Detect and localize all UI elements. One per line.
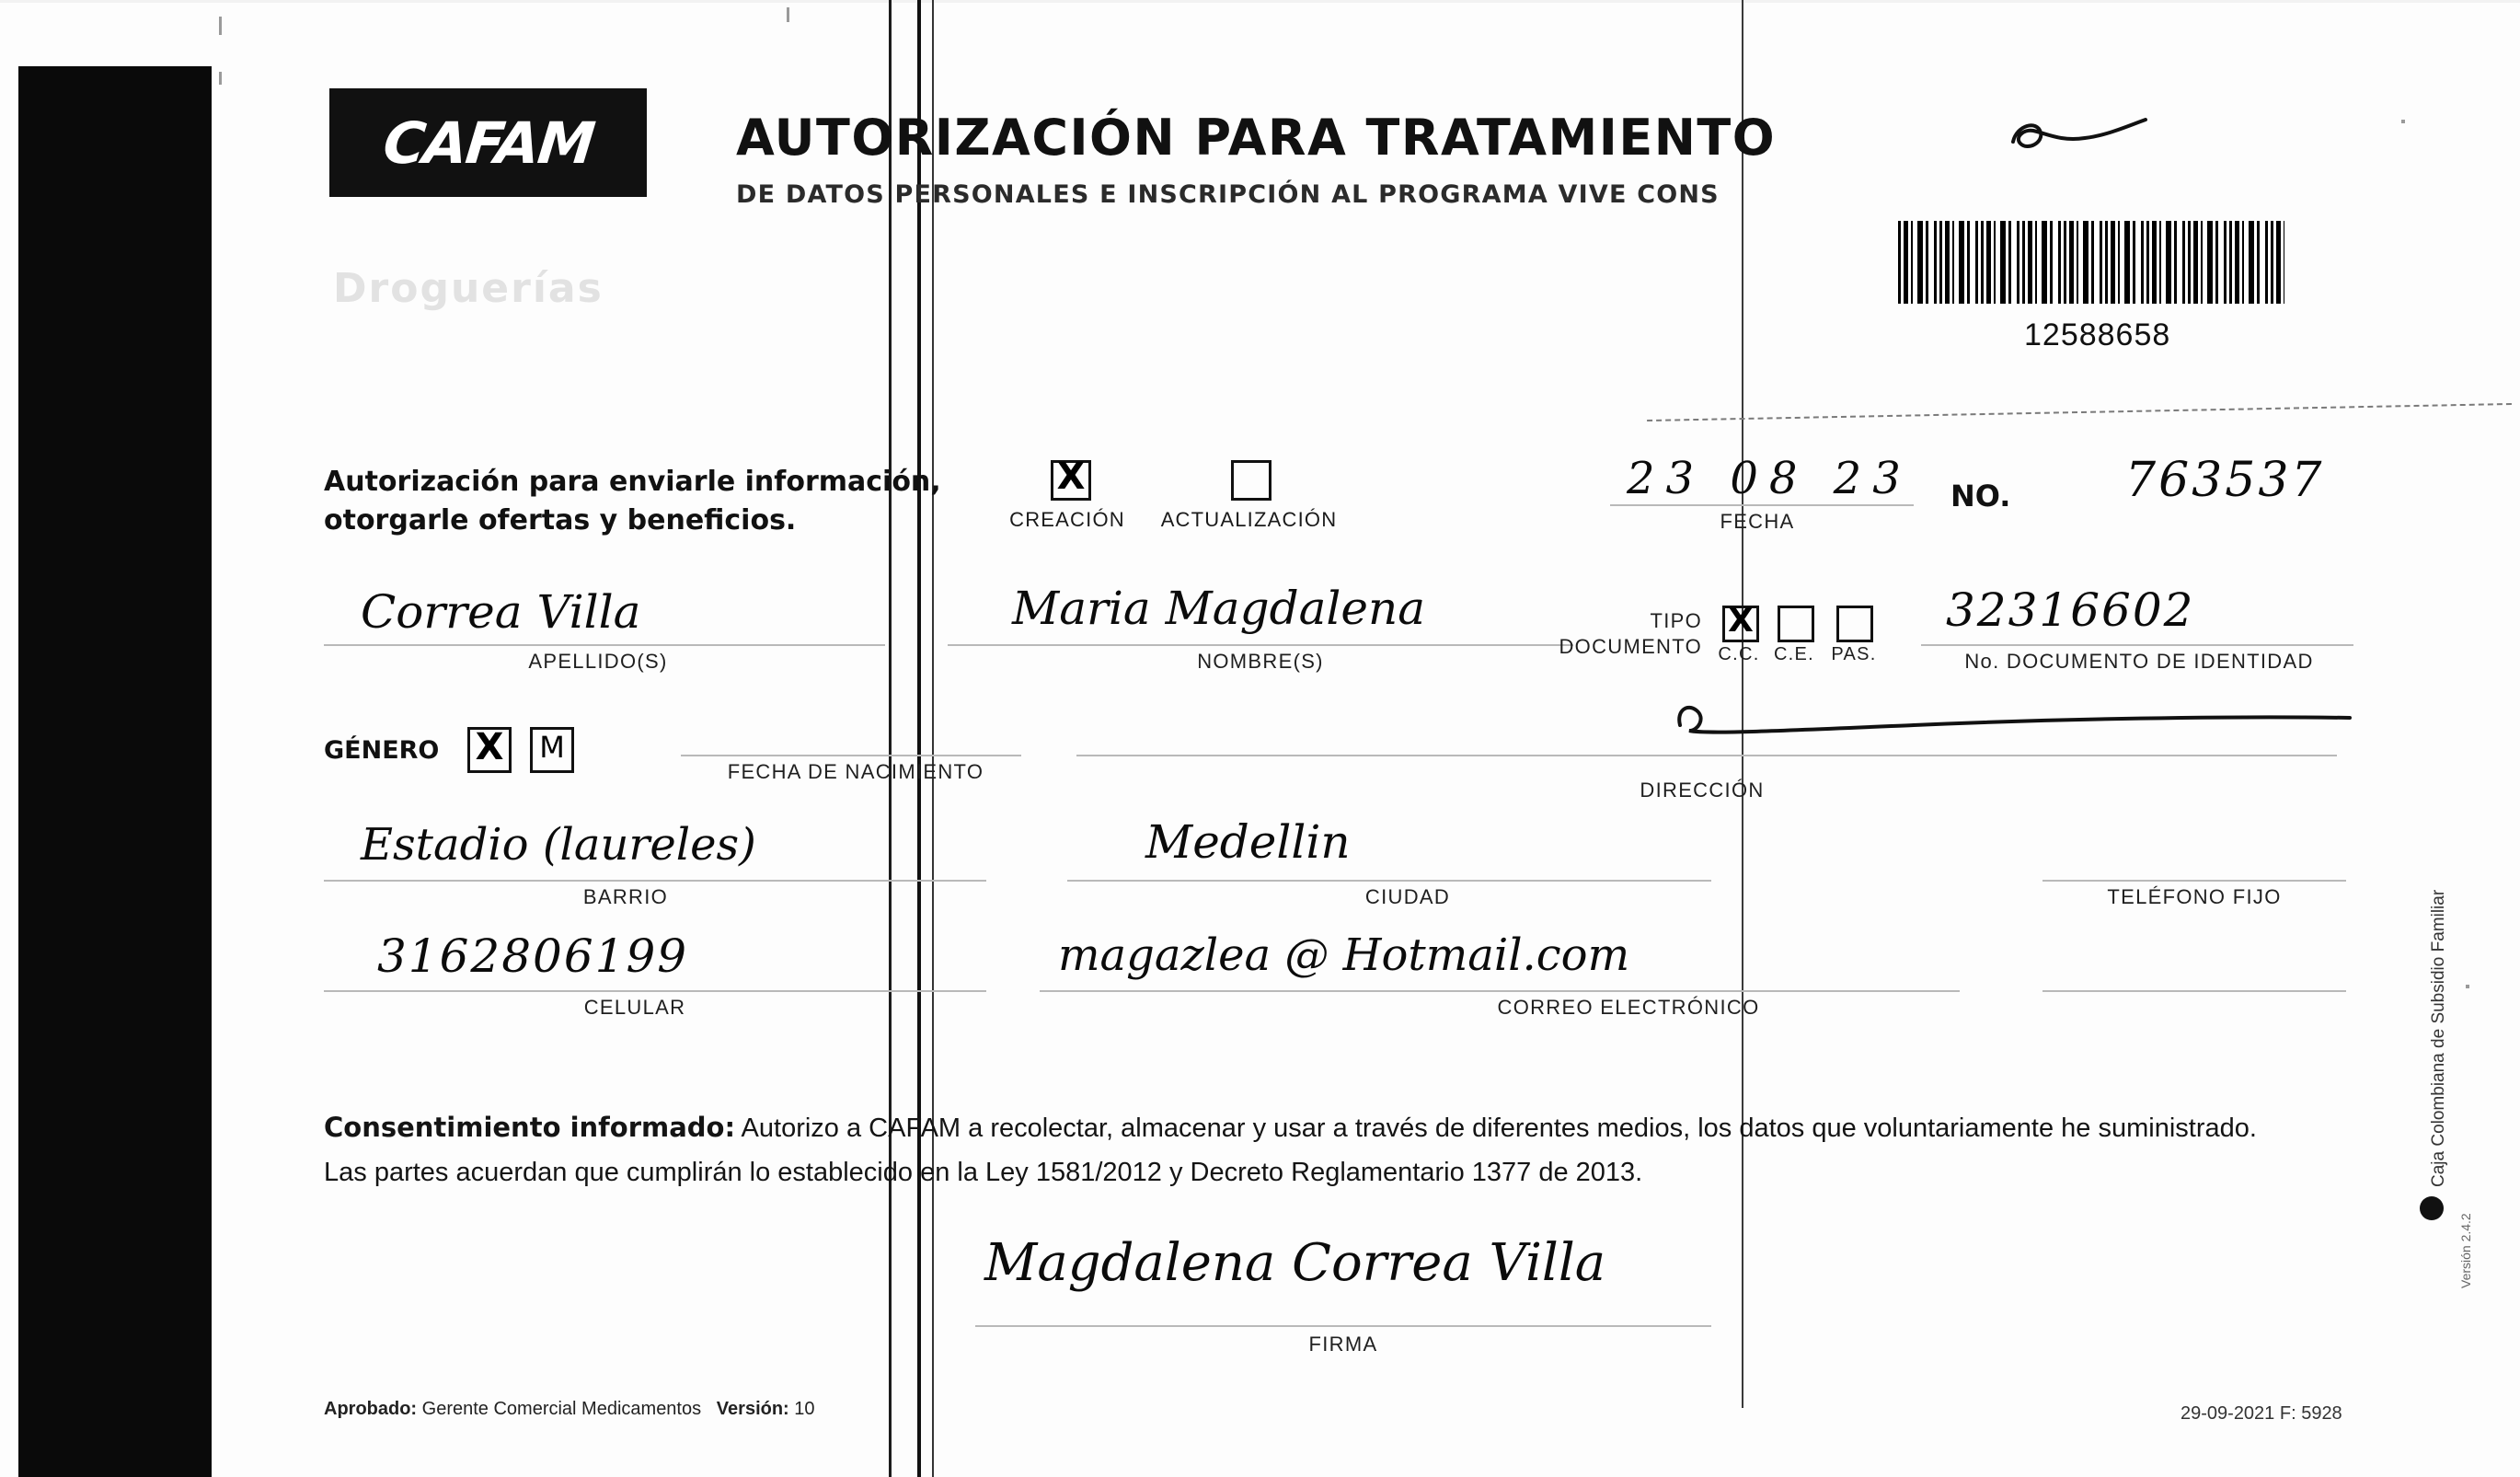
fecha-nacimiento-label: FECHA DE NACIMIENTO: [727, 760, 984, 783]
footer-date-code: 29-09-2021 F: 5928: [2181, 1403, 2342, 1424]
consent-line-2: Las partes acuerdan que cumplirán lo establecido en la Ley 1581/2012 y Decreto Reglamentario 1377 de 2013.: [324, 1158, 1643, 1187]
cafam-logo-text: CAFAM: [379, 109, 597, 177]
checkbox-pas-label: PAS.: [1831, 644, 1877, 664]
scan-fold-line-1: [889, 0, 892, 1477]
footer-version-label: Versión:: [716, 1399, 789, 1419]
ciudad-label: CIUDAD: [1364, 885, 1451, 908]
consent-line-1: [324, 1112, 2257, 1144]
checkbox-cc-label: C.C.: [1718, 644, 1760, 664]
checkbox-pas[interactable]: [1836, 606, 1873, 642]
scan-speck: [219, 72, 222, 85]
fecha-value[interactable]: 23 08 23: [1627, 453, 1912, 504]
footer-version-value: 10: [794, 1399, 815, 1419]
document-title: AUTORIZACIÓN PARA TRATAMIENTO: [736, 109, 1777, 167]
firma-value[interactable]: Magdalena Correa Villa: [984, 1233, 1606, 1293]
firma-label: FIRMA: [1308, 1333, 1378, 1356]
checkbox-ce[interactable]: [1778, 606, 1814, 642]
droguerias-wordmark: Droguerías: [333, 265, 604, 312]
documento-rule: [1921, 644, 2353, 646]
scan-speck: [2466, 985, 2469, 988]
subsidio-logo-icon: [2420, 1196, 2444, 1220]
nombre-rule: [948, 644, 1573, 646]
scan-artifact-black-bar: [18, 66, 212, 1477]
cafam-logo: [329, 88, 647, 197]
checkbox-actualizacion[interactable]: [1231, 460, 1272, 501]
nombre-value[interactable]: Maria Magdalena: [1012, 582, 1426, 635]
firma-rule: [975, 1325, 1711, 1327]
checkbox-cc[interactable]: [1722, 602, 1759, 642]
checkbox-cc-mark: X: [1728, 602, 1754, 640]
nombre-label: NOMBRE(S): [1197, 650, 1324, 673]
scan-speck: [219, 17, 222, 35]
consent-line-1-rest: Autorizo a CAFAM a recolectar, almacenar y usar a través de diferentes medios, los datos que voluntariamente he suministrado.: [735, 1114, 2257, 1143]
scan-speck: [2401, 120, 2405, 123]
checkbox-creacion[interactable]: [1051, 456, 1091, 501]
barrio-value[interactable]: Estadio (laureles): [361, 819, 756, 871]
authorization-text-line-1: Autorización para enviarle información,: [324, 466, 941, 498]
apellido-value[interactable]: Correa Villa: [361, 585, 641, 639]
perforation-dashed-line: [1647, 403, 2512, 421]
fecha-nacimiento-rule: [681, 755, 1021, 756]
fecha-label: FECHA: [1720, 510, 1795, 533]
celular-rule: [324, 990, 986, 992]
tipo-documento-label-line2: DOCUMENTO: [1559, 635, 1702, 658]
footer-aprobado-label: Aprobado:: [324, 1399, 418, 1419]
correo-extra-rule: [2042, 990, 2346, 992]
ciudad-value[interactable]: Medellin: [1145, 815, 1351, 869]
documento-label: No. DOCUMENTO DE IDENTIDAD: [1964, 650, 2314, 673]
barrio-rule: [324, 880, 986, 882]
correo-rule: [1040, 990, 1960, 992]
checkbox-ce-label: C.E.: [1773, 644, 1815, 664]
telefono-fijo-label: TELÉFONO FIJO: [2107, 885, 2282, 908]
footer-aprobado-value: Gerente Comercial Medicamentos: [421, 1399, 702, 1419]
direccion-rule: [1076, 755, 2337, 756]
telefono-fijo-rule: [2042, 880, 2346, 882]
barcode-image: [1898, 221, 2284, 304]
celular-value[interactable]: 3162806199: [377, 929, 689, 983]
celular-label: CELULAR: [583, 996, 686, 1019]
documento-value[interactable]: 32316602: [1946, 583, 2195, 637]
scan-fold-line-3: [932, 0, 934, 1477]
barrio-label: BARRIO: [582, 885, 669, 908]
barcode-number: 12588658: [2024, 317, 2171, 352]
correo-value[interactable]: magazlea @ Hotmail.com: [1058, 929, 1630, 981]
checkbox-creacion-mark: X: [1056, 456, 1086, 498]
numero-value[interactable]: 763537: [2125, 453, 2325, 508]
handwritten-mark-icon: [2006, 110, 2153, 166]
fecha-rule: [1610, 504, 1914, 506]
checkbox-genero-f-mark: X: [475, 726, 504, 768]
page-top-edge: [0, 0, 2520, 3]
direccion-handwritten-stroke-icon: [1674, 690, 2355, 755]
scan-fold-line-2: [917, 0, 921, 1477]
apellido-label: APELLIDO(S): [528, 650, 668, 673]
genero-label: GÉNERO: [324, 736, 440, 765]
footer-side-text: Caja Colombiana de Subsidio Familiar: [2429, 889, 2448, 1187]
direccion-label: DIRECCIÓN: [1640, 779, 1765, 802]
checkbox-actualizacion-label: ACTUALIZACIÓN: [1160, 508, 1338, 531]
footer-side-text-small: Versión 2.4.2: [2458, 1213, 2473, 1288]
checkbox-creacion-label: CREACIÓN: [1009, 508, 1125, 531]
authorization-text-line-2: otorgarle ofertas y beneficios.: [324, 504, 797, 537]
apellido-rule: [324, 644, 885, 646]
ciudad-rule: [1067, 880, 1711, 882]
document-subtitle: DE DATOS PERSONALES E INSCRIPCIÓN AL PROGRAMA VIVE CONS: [736, 180, 1720, 209]
checkbox-genero-m-label: M: [539, 730, 565, 765]
footer-approval: [324, 1399, 815, 1420]
scan-speck: [787, 7, 789, 22]
checkbox-genero-m[interactable]: [530, 727, 574, 773]
consent-heading: Consentimiento informado:: [324, 1112, 736, 1143]
checkbox-genero-f[interactable]: [467, 727, 512, 773]
tipo-documento-label-line1: TIPO: [1650, 609, 1702, 632]
numero-label: NO.: [1950, 479, 2011, 513]
correo-label: CORREO ELECTRÓNICO: [1497, 996, 1760, 1019]
